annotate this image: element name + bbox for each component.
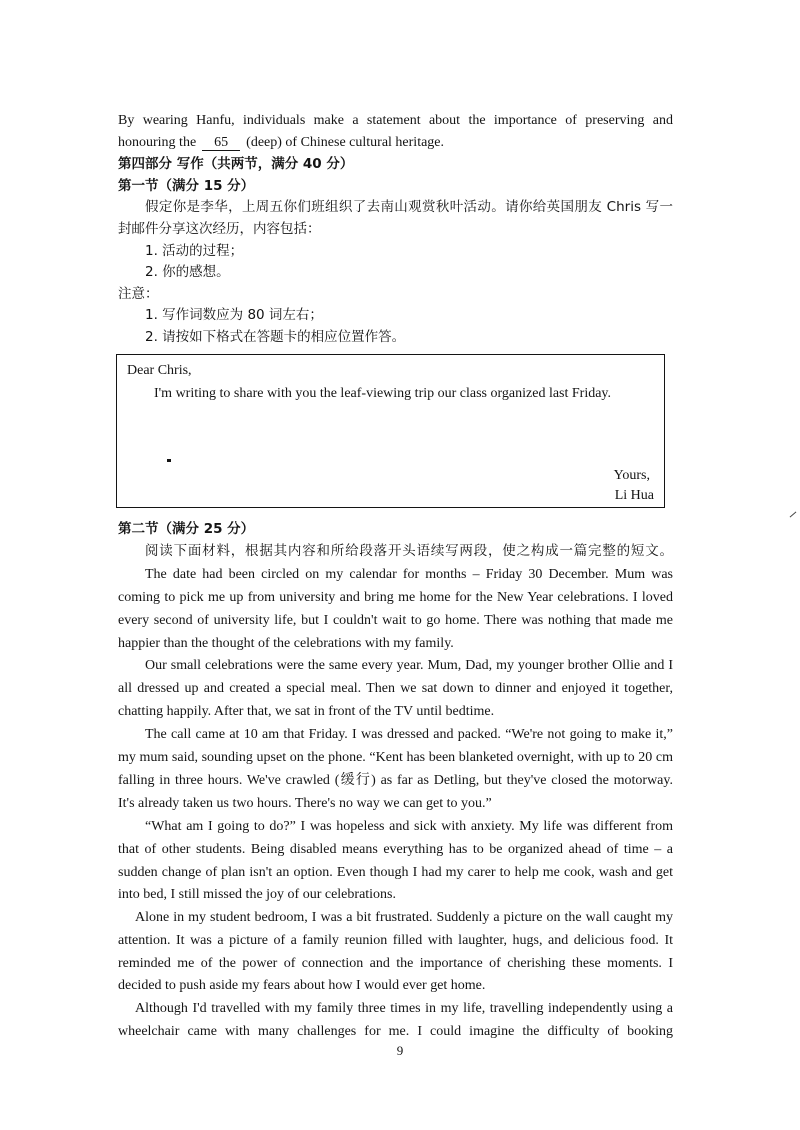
margin-mark (790, 512, 797, 518)
p2-line1: Our small celebrations were the same every year. Mum, Dad, my younger brother Ollie and I (145, 658, 673, 673)
p2-line3: chatting happily. After that, we sat in front of the TV until bedtime. (118, 704, 495, 719)
p5-line2: attention. It was a picture of a family reunion filled with laughter, hugs, and delicious food. It (118, 933, 673, 948)
p1-line2: coming to pick me up from university and bring me home for the New Year celebrations. I loved (118, 590, 673, 605)
p6-line2: wheelchair came with many challenges for me. I could imagine the difficulty of booking (118, 1024, 673, 1039)
p4-line2: that of other students. Being disabled means everything has to be organized ahead of time – a (118, 842, 673, 857)
letter-format-box (116, 354, 665, 508)
p1-line1: The date had been circled on my calendar for months – Friday 30 December. Mum was (145, 567, 673, 582)
p4-line4: into bed, I still missed the joy of our celebrations. (118, 887, 397, 902)
part4-heading: 第四部分 写作（共两节，满分 40 分） (118, 156, 354, 172)
p2-line2: all dressed up and created a special meal. Then we sat down to dinner and enjoyed it together, (118, 681, 673, 696)
ink-dot (167, 459, 171, 462)
p5-line4: decided to push aside my fears about how I would ever get home. (118, 978, 486, 993)
letter-closing: Yours, (613, 468, 650, 483)
page-number: 9 (396, 1043, 404, 1058)
blank-65: 65 (202, 136, 240, 151)
cloze-line-2-before: honouring the (118, 135, 197, 150)
section2-instruction: 阅读下面材料，根据其内容和所给段落开头语续写两段，使之构成一篇完整的短文。 (145, 543, 673, 559)
p5-line3: reminded me of the power of connection and the importance of cherishing these moments. I (118, 956, 673, 971)
p1-line4: happier than the thought of the celebrations with my family. (118, 636, 454, 651)
letter-signature: Li Hua (614, 488, 654, 503)
section1-item-1: 1. 活动的过程； (145, 243, 244, 259)
cloze-line-2-after: (deep) of Chinese cultural heritage. (246, 135, 445, 150)
note-label: 注意： (118, 286, 159, 302)
p3-line3: falling in three hours. We've crawled (缓行) as far as Detling, but they've closed the motorway. (118, 773, 673, 788)
section1-prompt-line1: 假定你是李华，上周五你们班组织了去南山观赏秋叶活动。请你给英国朋友 Chris 写一 (145, 199, 673, 215)
section1-item-2: 2. 你的感想。 (145, 264, 230, 280)
note-2: 2. 请按如下格式在答题卡的相应位置作答。 (145, 329, 406, 345)
letter-opening: I'm writing to share with you the leaf-viewing trip our class organized last Friday. (154, 386, 612, 401)
p3-line4: It's already taken us two hours. There's no way we can get to you.” (118, 796, 492, 811)
p4-line3: sudden change of plan isn't an option. Even though I had my carer to help me cook, wash and get (118, 865, 673, 880)
p5-line1: Alone in my student bedroom, I was a bit frustrated. Suddenly a picture on the wall caught my (135, 910, 673, 925)
letter-salutation: Dear Chris, (127, 363, 192, 378)
p1-line3: every second of university life, but I couldn't wait to go home. There was nothing that made me (118, 613, 673, 628)
p3-line2: my mum said, sounding upset on the phone. “Kent has been blanketed overnight, with up to 20 cm (118, 750, 673, 765)
section2-heading: 第二节（满分 25 分） (118, 521, 255, 537)
note-1: 1. 写作词数应为 80 词左右； (145, 307, 323, 323)
p6-line1: Although I'd travelled with my family three times in my life, travelling independently using a (135, 1001, 673, 1016)
p4-line1: “What am I going to do?” I was hopeless and sick with anxiety. My life was different from (145, 819, 673, 834)
cloze-line-1: By wearing Hanfu, individuals make a statement about the importance of preserving and (118, 113, 673, 128)
section1-prompt-line2: 封邮件分享这次经历，内容包括： (118, 221, 321, 237)
cloze-line-2 (118, 134, 673, 152)
section1-heading: 第一节（满分 15 分） (118, 178, 255, 194)
p3-line1: The call came at 10 am that Friday. I was dressed and packed. “We're not going to make it,” (145, 727, 673, 742)
